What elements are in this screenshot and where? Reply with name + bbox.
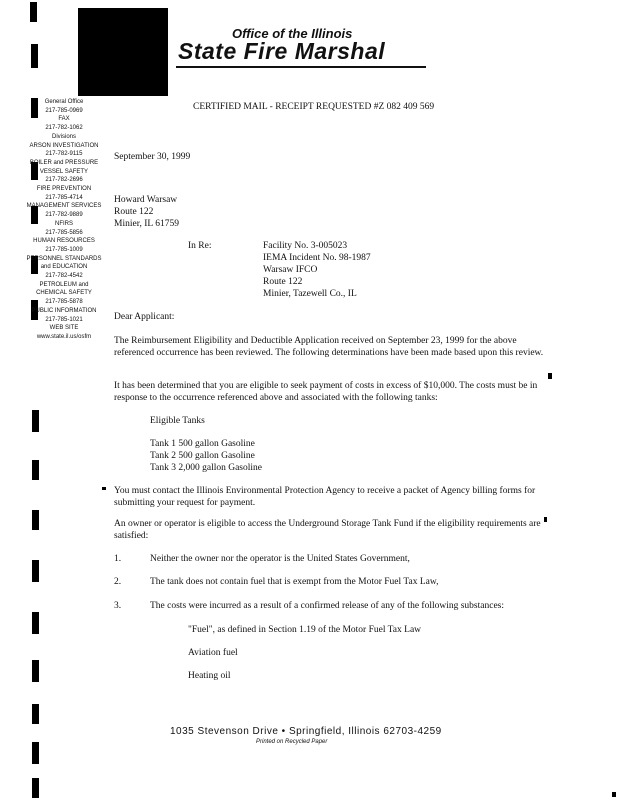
scan-speck	[102, 487, 106, 490]
binder-mark	[32, 410, 39, 432]
sidebar-line: PUBLIC INFORMATION	[31, 307, 97, 314]
title-underline	[176, 66, 426, 68]
paragraph-review: The Reimbursement Eligibility and Deductible Application received on September 23, 1999 for the above referenced occurrence has been reviewed. The following determinations have been made based upon this review.	[114, 336, 544, 358]
sidebar-line: 217-785-0969	[45, 107, 83, 114]
re-line: Warsaw IFCO	[263, 265, 318, 275]
re-line: Route 122	[263, 277, 303, 287]
binder-mark	[31, 44, 38, 68]
paragraph-eligibility: It has been determined that you are eligible to seek payment of costs in excess of $10,000. The costs must be in response to the occurrence referenced above and associated with the following tanks:	[114, 381, 538, 403]
sidebar-line: 217-785-1009	[45, 246, 83, 253]
sidebar-line: 217-785-1021	[45, 316, 83, 323]
binder-mark	[32, 704, 39, 724]
substance-item: "Fuel", as defined in Section 1.19 of the Motor Fuel Tax Law	[188, 625, 422, 635]
recipient-street: Route 122	[114, 207, 154, 217]
recipient-city: Minier, IL 61759	[114, 219, 179, 229]
sidebar-line: General Office	[44, 99, 84, 105]
binder-mark	[32, 778, 39, 798]
footer-note: Printed on Recycled Paper	[256, 739, 328, 745]
sidebar-line: PERSONNEL STANDARDS	[26, 255, 102, 262]
paragraph-requirements: An owner or operator is eligible to access the Underground Storage Tank Fund if the eligibility requirements are satisfied:	[114, 519, 541, 541]
tank-item: Tank 1 500 gallon Gasoline	[150, 439, 255, 449]
page-title: State Fire Marshal	[178, 38, 386, 64]
office-line: Office of the Illinois	[232, 26, 353, 41]
binder-mark	[30, 2, 37, 22]
re-line: IEMA Incident No. 98-1987	[263, 253, 371, 263]
redaction-block	[78, 8, 168, 96]
scan-speck	[612, 792, 616, 797]
sidebar-line: BOILER and PRESSURE	[29, 159, 99, 166]
re-line: Minier, Tazewell Co., IL	[263, 289, 357, 299]
footer-address: 1035 Stevenson Drive • Springfield, Illinois 62703-4259	[170, 726, 442, 737]
paragraph-contact-iepa: You must contact the Illinois Environmental Protection Agency to receive a packet of Agency billing forms for submitting your request for payment.	[114, 486, 536, 508]
sidebar-line: 217-782-1062	[45, 125, 83, 132]
binder-mark	[32, 560, 39, 582]
sidebar-line: PETROLEUM and	[39, 281, 89, 288]
sidebar-line: VESSEL SAFETY	[39, 168, 89, 175]
sidebar-line: 217-782-4542	[45, 273, 83, 280]
sidebar-line: ARSON INVESTIGATION	[29, 142, 99, 149]
sidebar-line: 217-785-4714	[45, 194, 83, 201]
binder-mark	[32, 742, 39, 764]
tank-item: Tank 3 2,000 gallon Gasoline	[150, 463, 262, 473]
binder-mark	[32, 612, 39, 634]
sidebar-line: www.state.il.us/osfm	[36, 333, 92, 340]
certified-mail-line: CERTIFIED MAIL - RECEIPT REQUESTED #Z 082 409 569	[193, 102, 435, 112]
sidebar-line: HUMAN RESOURCES	[33, 238, 95, 245]
binder-mark	[32, 660, 39, 682]
requirement-text: The tank does not contain fuel that is exempt from the Motor Fuel Tax Law,	[150, 577, 439, 587]
re-label: In Re:	[188, 241, 212, 251]
requirement-text: Neither the owner nor the operator is the United States Government,	[150, 554, 410, 564]
sidebar-line: CHEMICAL SAFETY	[36, 290, 92, 297]
re-line: Facility No. 3-005023	[263, 241, 348, 251]
sidebar-line: 217-782-9115	[45, 151, 83, 158]
salutation: Dear Applicant:	[114, 312, 175, 322]
substance-item: Heating oil	[188, 671, 231, 681]
sidebar-line: FAX	[58, 116, 70, 123]
requirement-number: 1.	[114, 554, 122, 564]
requirement-text: The costs were incurred as a result of a confirmed release of any of the following substances:	[150, 601, 505, 611]
scan-speck	[548, 373, 552, 379]
sidebar-directory	[14, 98, 114, 342]
binder-mark	[32, 460, 39, 480]
scan-speck	[544, 517, 547, 522]
recipient-name: Howard Warsaw	[114, 195, 178, 205]
requirement-number: 3.	[114, 601, 122, 611]
sidebar-line: NFIRS	[55, 220, 73, 227]
sidebar-line: Divisions	[51, 133, 76, 140]
sidebar-line: 217-782-2696	[45, 177, 83, 184]
sidebar-line: and EDUCATION	[40, 264, 88, 271]
sidebar-line: 217-782-9889	[45, 212, 83, 219]
sidebar-line: FIRE PREVENTION	[36, 186, 92, 193]
substance-item: Aviation fuel	[188, 648, 238, 658]
binder-mark	[32, 510, 39, 530]
sidebar-line: 217-785-5856	[45, 229, 83, 236]
requirement-number: 2.	[114, 577, 122, 587]
sidebar-line: 217-785-5878	[45, 299, 83, 306]
letter-date: September 30, 1999	[114, 152, 191, 162]
sidebar-line: WEB SITE	[49, 325, 79, 332]
tank-item: Tank 2 500 gallon Gasoline	[150, 451, 255, 461]
sidebar-line: MANAGEMENT SERVICES	[26, 203, 102, 210]
tanks-heading: Eligible Tanks	[150, 416, 205, 426]
